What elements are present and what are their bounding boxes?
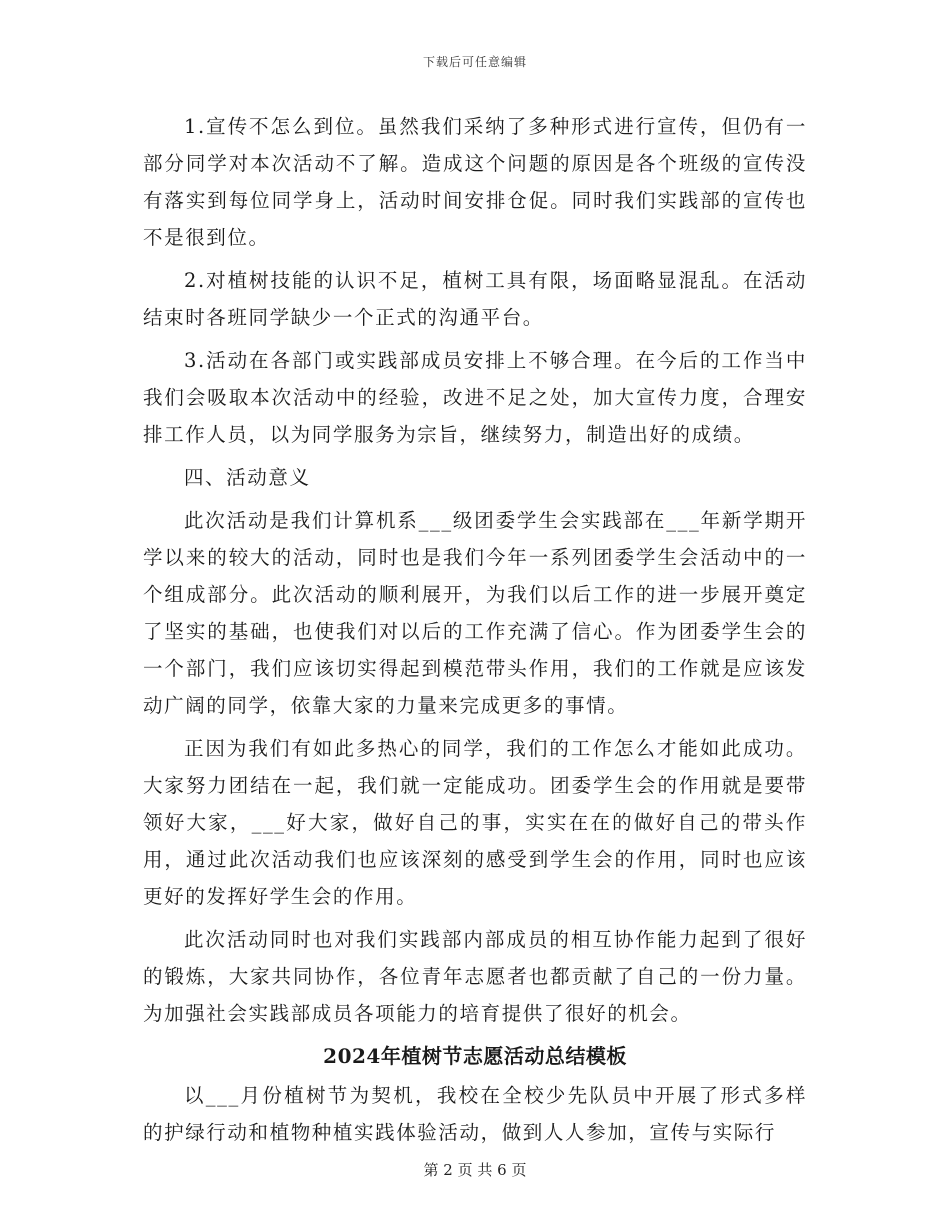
paragraph-issue-3: 3.活动在各部门或实践部成员安排上不够合理。在今后的工作当中我们会吸取本次活动中的经验，改进不足之处，加大宣传力度，合理安排工作人员，以为同学服务为宗旨，继续努力，制造出好的成绩。 xyxy=(143,349,807,446)
paragraph-significance-2: 正因为我们有如此多热心的同学，我们的工作怎么才能如此成功。大家努力团结在一起，我们就一定能成功。团委学生会的作用就是要带领好大家，___好大家，做好自己的事，实实在在的做好自己的带头作用，通过此次活动我们也应该深刻的感受到学生会的作用，同时也应该更好的发挥好学生会的作用。 xyxy=(143,737,807,908)
paragraph-intro: 以___月份植树节为契机，我校在全校少先队员中开展了形式多样的护绿行动和植物种植实践体验活动，做到人人参加，宣传与实际行 xyxy=(143,1084,807,1144)
paragraph-issue-1: 1.宣传不怎么到位。虽然我们采纳了多种形式进行宣传，但仍有一部分同学对本次活动不了解。造成这个问题的原因是各个班级的宣传没有落实到每位同学身上，活动时间安排仓促。同时我们实践部的宣传也不是很到位。 xyxy=(143,115,807,249)
section-heading-significance: 四、活动意义 xyxy=(183,466,311,489)
paragraph-issue-2: 2.对植树技能的认识不足，植树工具有限，场面略显混乱。在活动结束时各班同学缺少一个正式的沟通平台。 xyxy=(143,269,807,329)
document-title: 2024年植树节志愿活动总结模板 xyxy=(323,1044,627,1068)
page-number: 第 2 页 共 6 页 xyxy=(423,1161,527,1179)
document-body xyxy=(143,108,807,1157)
page-header: 下载后可任意编辑 xyxy=(422,55,527,69)
paragraph-significance-1: 此次活动是我们计算机系___级团委学生会实践部在___年新学期开学以来的较大的活动，同时也是我们今年一系列团委学生会活动中的一个组成部分。此次活动的顺利展开，为我们以后工作的进一步展开奠定了坚实的基础，也使我们对以后的工作充满了信心。作为团委学生会的一个部门，我们应该切实得起到模范带头作用，我们的工作就是应该发动广阔的同学，依靠大家的力量来完成更多的事情。 xyxy=(143,509,807,717)
paragraph-significance-3: 此次活动同时也对我们实践部内部成员的相互协作能力起到了很好的锻炼，大家共同协作，各位青年志愿者也都贡献了自己的一份力量。为加强社会实践部成员各项能力的培育提供了很好的机会。 xyxy=(143,928,807,1025)
